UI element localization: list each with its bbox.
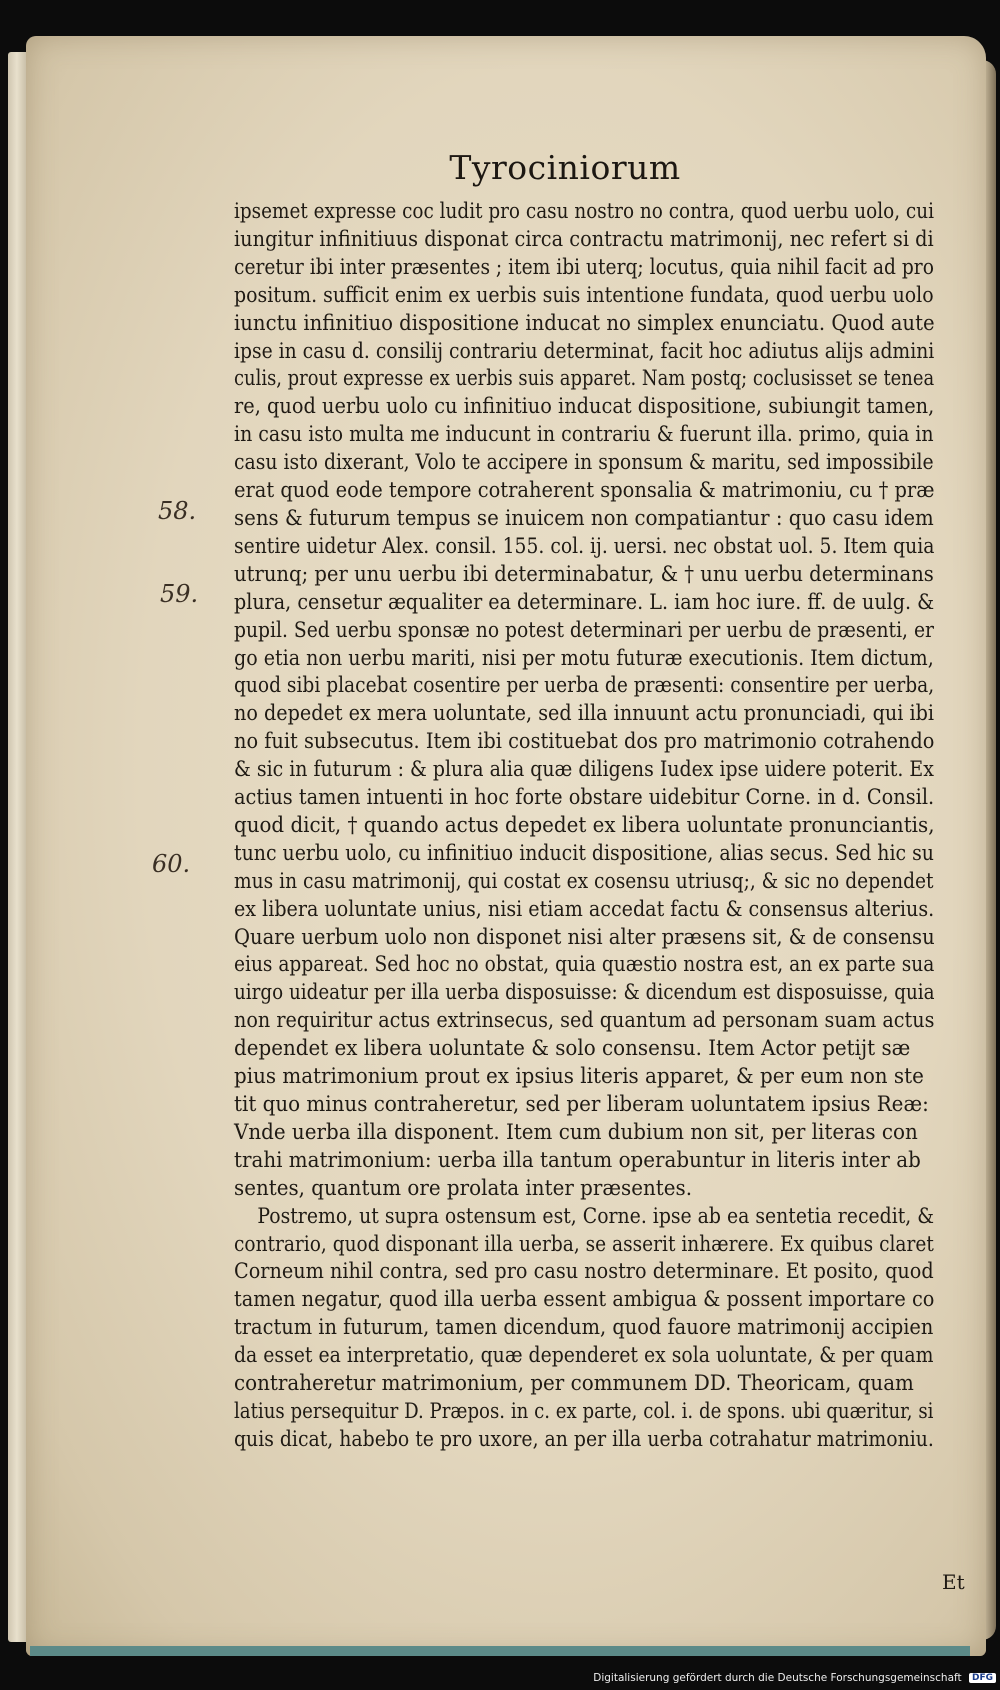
catchword: Et (942, 1570, 965, 1594)
text-line: erat quod eode tempore cotraherent sponsalia & matrimoniu, cu † præ (234, 478, 935, 503)
text-line: ceretur ibi inter præsentes ; item ibi uterq; locutus, quia nihil facit ad pro (234, 254, 934, 279)
text-line: uirgo uideatur per illa uerba disposuisse: & dicendum est disposuisse, quia (234, 980, 935, 1005)
text-line: contrario, quod disponant illa uerba, se asserit inhærere. Ex quibus claret (234, 1231, 934, 1256)
marginal-number-60: 60. (152, 850, 191, 878)
text-line: Quare uerbum uolo non disponet nisi alter præsens sit, & de consensu (234, 924, 935, 949)
text-line: latius persequitur D. Præpos. in c. ex parte, col. i. de spons. ubi quæritur, si (234, 1398, 934, 1423)
text-line: tunc uerbu uolo, cu infinitiuo inducit dispositione, alias secus. Sed hic su (234, 840, 934, 865)
text-line: pius matrimonium prout ex ipsius literis apparet, & per eum non ste (234, 1064, 924, 1089)
text-line: sentes, quantum ore prolata inter præsentes. (234, 1175, 693, 1200)
text-line: pupil. Sed uerbu sponsæ no potest determinari per uerbu de præsenti, er (234, 617, 934, 642)
text-line: in casu isto multa me inducunt in contrariu & fuerunt illa. primo, quia in (234, 422, 934, 447)
dfg-logo-icon: DFG (969, 1673, 996, 1683)
paragraph-2 (234, 1203, 974, 1454)
text-line: sentire uidetur Alex. consil. 155. col. ij. uersi. nec obstat uol. 5. Item quia (234, 533, 935, 558)
text-line: positum. sufficit enim ex uerbis suis intentione fundata, quod uerbu uolo (234, 282, 934, 307)
text-line: eius appareat. Sed hoc no obstat, quia quæstio nostra est, an ex parte sua (234, 952, 935, 977)
marginal-number-58: 58. (158, 497, 197, 525)
text-line: dependet ex libera uoluntate & solo consensu. Item Actor petijt sæ (234, 1036, 911, 1061)
text-line: quod sibi placebat cosentire per uerba de præsenti: consentire per uerba, (234, 673, 935, 698)
text-line: trahi matrimonium: uerba illa tantum operabuntur in literis inter ab (234, 1147, 921, 1172)
text-line: go etia non uerbu mariti, nisi per motu futuræ executionis. Item dictum, (234, 645, 934, 670)
text-line: quis dicat, habebo te pro uxore, an per illa uerba cotrahatur matrimoniu. (234, 1426, 934, 1451)
text-line: Vnde uerba illa disponent. Item cum dubium non sit, per literas con (234, 1119, 918, 1144)
text-line: mus in casu matrimonij, qui costat ex cosensu utriusq;, & sic no dependet (234, 868, 934, 893)
digitization-footer (580, 1672, 996, 1684)
text-line: tractum in futurum, tamen dicendum, quod fauore matrimonij accipien (234, 1315, 934, 1340)
text-line: utrunq; per unu uerbu ibi determinabatur, & † unu uerbu determinans (234, 561, 934, 586)
text-line: contraheretur matrimonium, per communem DD. Theoricam, quam (234, 1371, 914, 1396)
text-line: plura, censetur æqualiter ea determinare. L. iam hoc iure. ff. de uulg. & (234, 589, 935, 614)
text-line: da esset ea interpretatio, quæ dependeret ex sola uoluntate, & per quam (234, 1343, 934, 1368)
text-line: re, quod uerbu uolo cu infinitiuo inducat dispositione, subiungit tamen, (234, 394, 935, 419)
text-line: sens & futurum tempus se inuicem non compatiantur : quo casu idem (234, 505, 934, 530)
running-title: Tyrociniorum (449, 148, 681, 187)
text-line: iungitur infinitiuus disponat circa contractu matrimonij, nec refert si di (234, 226, 934, 251)
text-line: non requiritur actus extrinsecus, sed quantum ad personam suam actus (234, 1008, 935, 1033)
text-line: actius tamen intuenti in hoc forte obstare uidebitur Corne. in d. Consil. (234, 785, 935, 810)
text-line: culis, prout expresse ex uerbis suis apparet. Nam postq; coclusisset se tenea (234, 366, 935, 391)
text-line: Corneum nihil contra, sed pro casu nostro determinare. Et posito, quod (234, 1259, 934, 1284)
text-line: ipsemet expresse coc ludit pro casu nostro no contra, quod uerbu uolo, cui (234, 199, 935, 223)
text-line: no fuit subsecutus. Item ibi costituebat dos pro matrimonio cotrahendo (234, 729, 935, 754)
marginal-number-59: 59. (160, 580, 199, 608)
text-line: ipse in casu d. consilij contrariu determinat, facit hoc adiutus alijs admini (234, 338, 935, 363)
text-line: no depedet ex mera uoluntate, sed illa innuunt actu pronunciadi, qui ibi (234, 701, 934, 726)
text-line: Postremo, ut supra ostensum est, Corne. ipse ab ea sentetia recedit, & (257, 1203, 935, 1228)
cover-edge-strip (30, 1646, 970, 1656)
text-line: ex libera uoluntate unius, nisi etiam accedat factu & consensus alterius. (234, 896, 935, 921)
text-line: tamen negatur, quod illa uerba essent ambigua & possent importare co (234, 1287, 935, 1312)
text-line: iunctu infinitiuo dispositione inducat no simplex enunciatu. Quod aute (234, 310, 935, 335)
text-line: & sic in futurum : & plura alia quæ diligens Iudex ipse uidere poterit. Ex (234, 757, 934, 782)
text-line: casu isto dixerant, Volo te accipere in sponsum & maritu, sed impossibile (234, 450, 934, 475)
text-line: tit quo minus contraheretur, sed per liberam uoluntatem ipsius Reæ: (234, 1092, 929, 1116)
footer-text: Digitalisierung gefördert durch die Deutsche Forschungsgemeinschaft (593, 1672, 962, 1684)
text-line: quod dicit, † quando actus depedet ex libera uoluntate pronunciantis, (234, 812, 935, 837)
paragraph-1 (234, 198, 974, 1203)
body-text (234, 198, 974, 1454)
